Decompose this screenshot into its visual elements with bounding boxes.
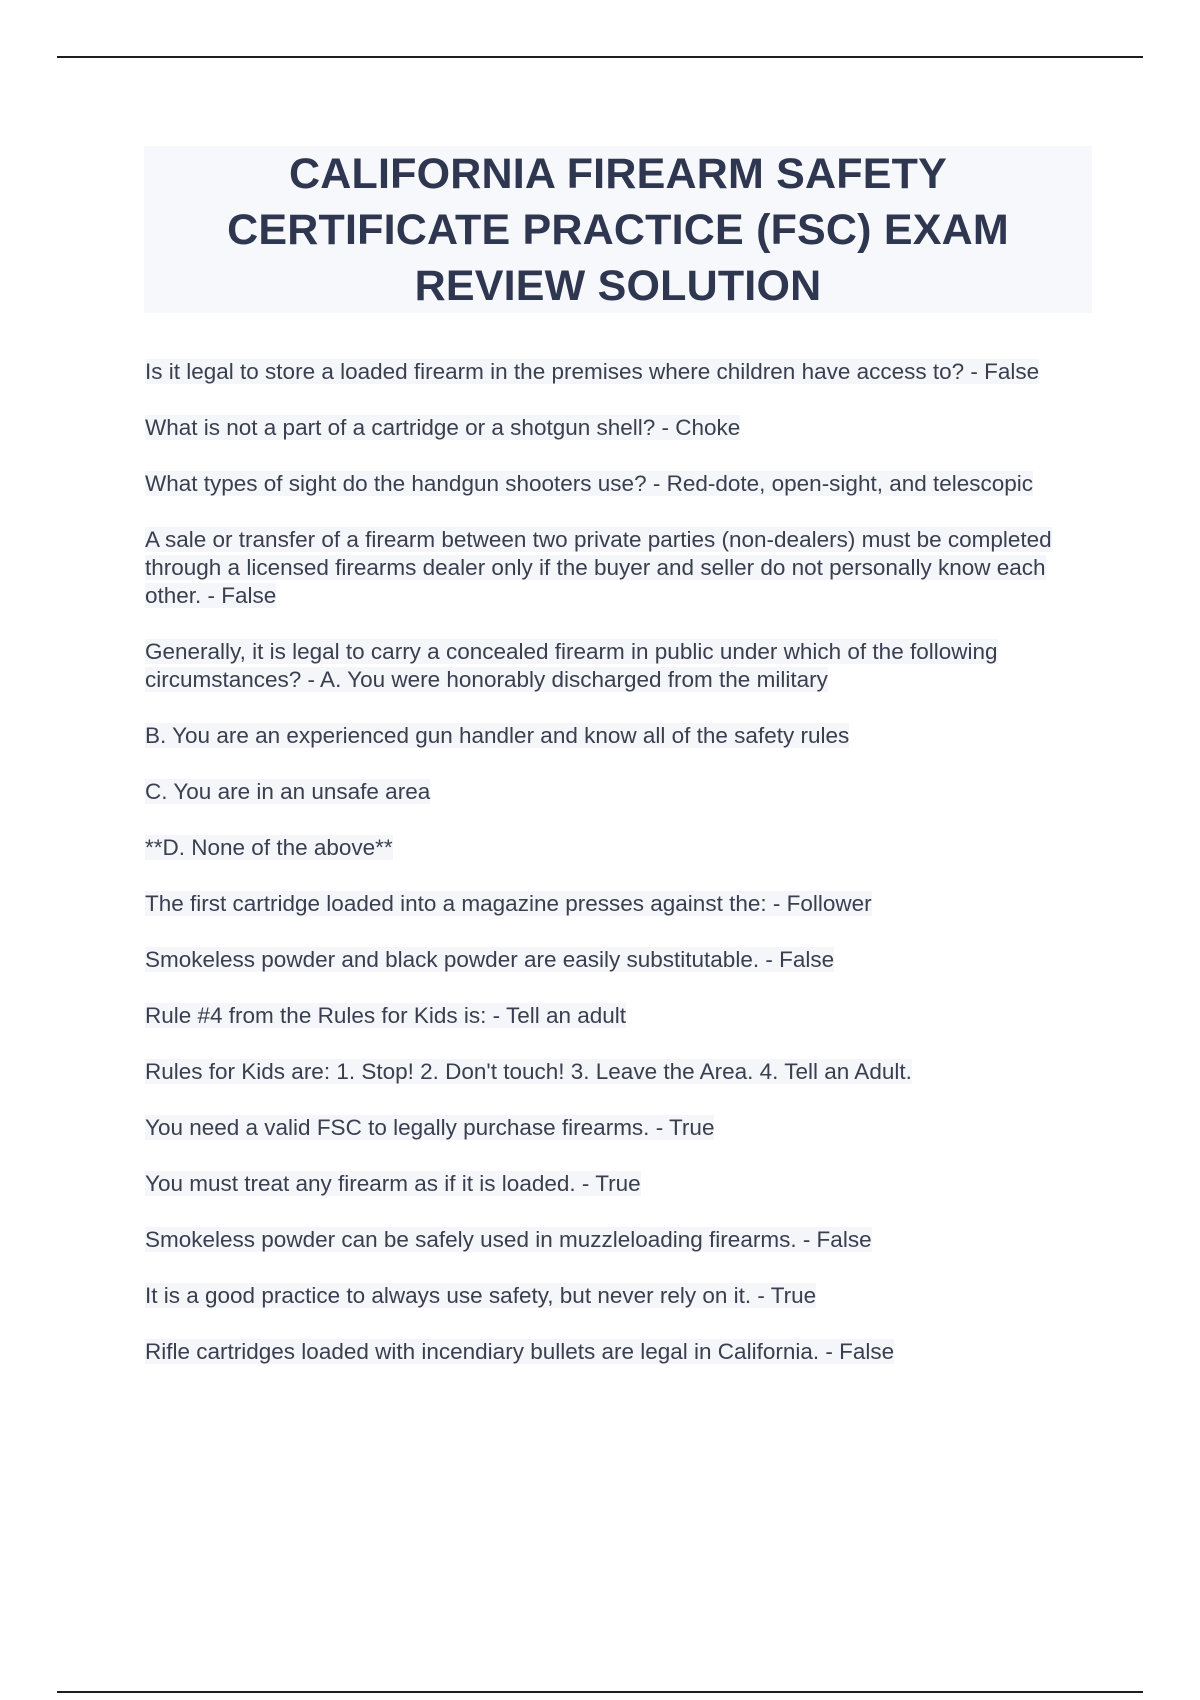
top-rule	[57, 56, 1143, 58]
title-line: REVIEW SOLUTION	[414, 261, 822, 310]
qa-item: Is it legal to store a loaded firearm in the premises where children have access to? - False	[145, 359, 1040, 384]
qa-item: Rules for Kids are: 1. Stop! 2. Don't touch! 3. Leave the Area. 4. Tell an Adult.	[145, 1059, 912, 1084]
title-line: CALIFORNIA FIREARM SAFETY	[289, 149, 947, 198]
bottom-rule	[57, 1691, 1143, 1693]
qa-item: What types of sight do the handgun shooters use? - Red-dote, open-sight, and telescopic	[145, 471, 1034, 496]
qa-item: Smokeless powder and black powder are easily substitutable. - False	[145, 947, 835, 972]
qa-item: Rifle cartridges loaded with incendiary bullets are legal in California. - False	[145, 1339, 895, 1364]
document-title	[227, 146, 1009, 314]
qa-item: It is a good practice to always use safety, but never rely on it. - True	[145, 1283, 817, 1308]
title-box	[144, 146, 1092, 313]
qa-item: Rule #4 from the Rules for Kids is: - Tell an adult	[145, 1003, 627, 1028]
qa-item: B. You are an experienced gun handler and know all of the safety rules	[145, 723, 850, 748]
qa-item: You must treat any firearm as if it is loaded. - True	[145, 1171, 641, 1196]
qa-list	[145, 358, 1075, 1394]
qa-item: **D. None of the above**	[145, 835, 393, 860]
title-line: CERTIFICATE PRACTICE (FSC) EXAM	[227, 205, 1009, 254]
qa-item: What is not a part of a cartridge or a shotgun shell? - Choke	[145, 415, 741, 440]
qa-item: C. You are in an unsafe area	[145, 779, 431, 804]
qa-item: The first cartridge loaded into a magazine presses against the: - Follower	[145, 891, 872, 916]
qa-item: You need a valid FSC to legally purchase firearms. - True	[145, 1115, 715, 1140]
qa-item: Generally, it is legal to carry a concealed firearm in public under which of the following circumstances? - A. You were honorably discharged from the military	[145, 639, 998, 692]
qa-item: A sale or transfer of a firearm between two private parties (non-dealers) must be completed through a licensed firearms dealer only if the buyer and seller do not personally know each other. - False	[145, 527, 1052, 608]
qa-item: Smokeless powder can be safely used in muzzleloading firearms. - False	[145, 1227, 872, 1252]
